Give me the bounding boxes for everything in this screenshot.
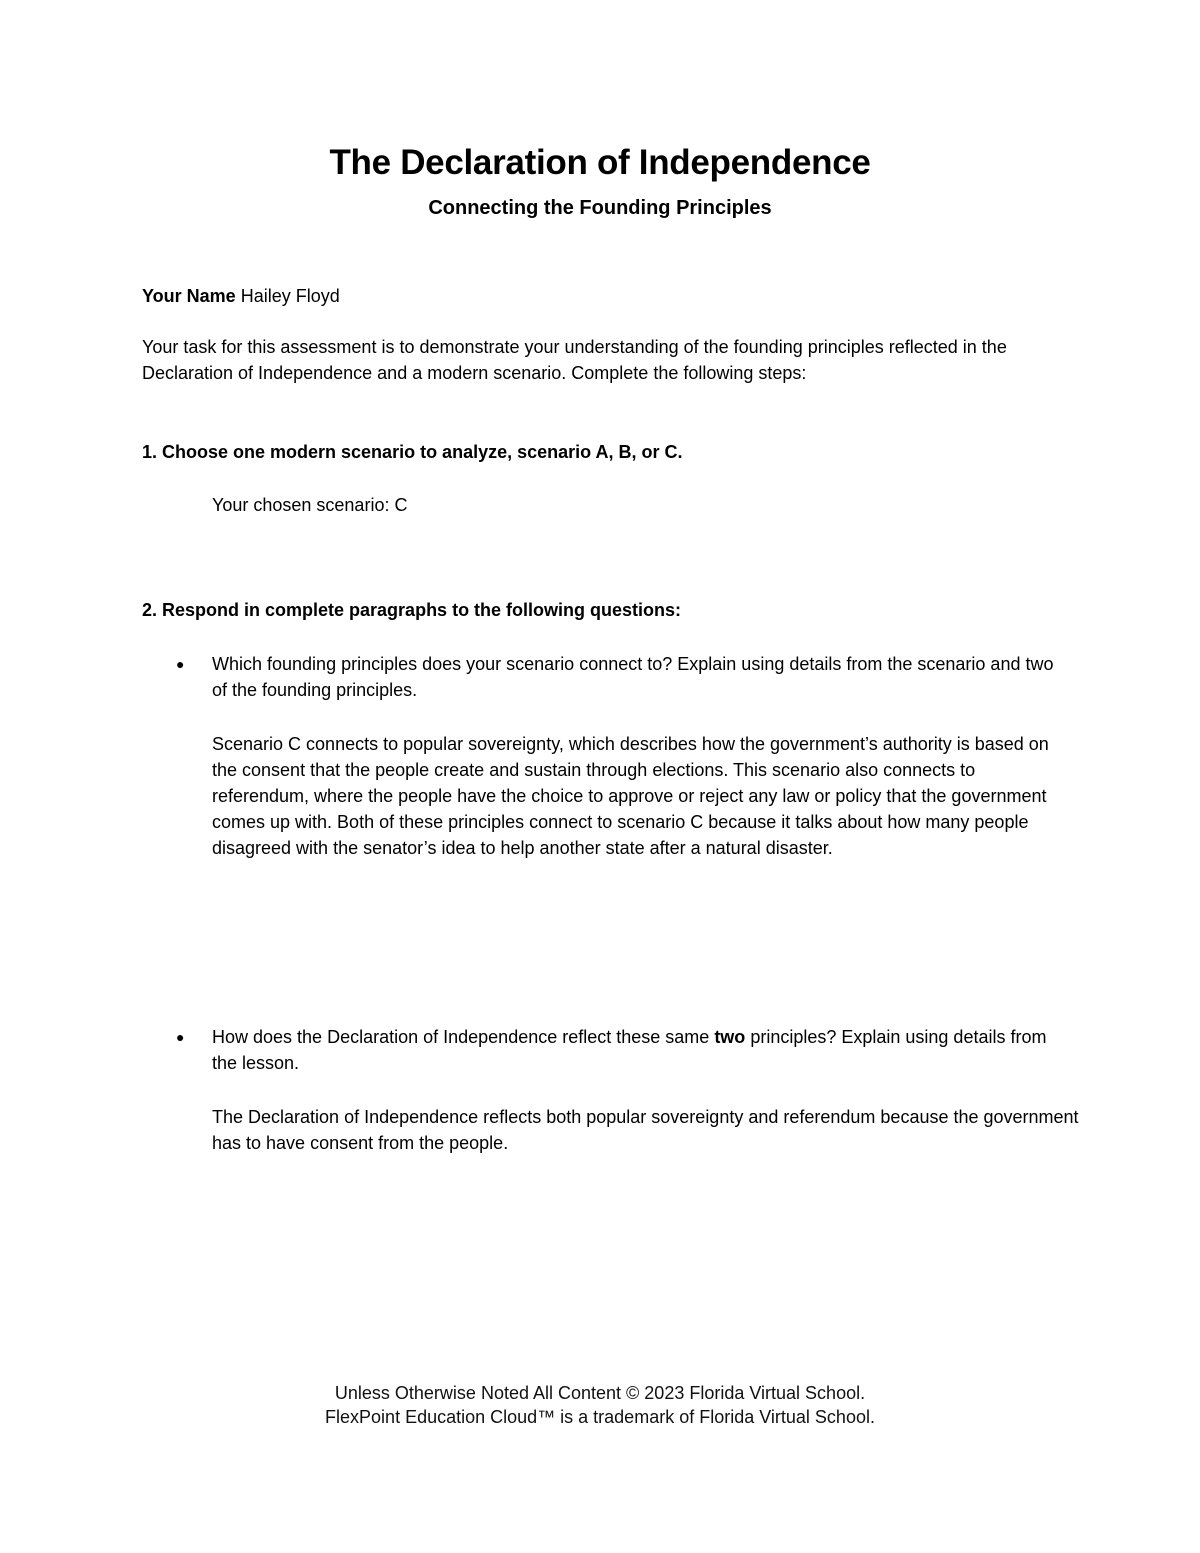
question-2 [212, 1024, 1062, 1076]
page-title: The Declaration of Independence [329, 143, 871, 182]
task-instructions: Your task for this assessment is to demonstrate your understanding of the founding principles reflected in the Declaration of Independence and a modern scenario. Complete the following steps: [142, 337, 1007, 383]
step-2-heading: 2. Respond in complete paragraphs to the following questions: [142, 600, 682, 620]
page-footer [0, 1381, 1200, 1429]
question-2-text-b: principles? Explain using details from the lesson. [212, 1027, 1047, 1073]
step-1-heading: 1. Choose one modern scenario to analyze, scenario A, B, or C. [142, 442, 683, 462]
answer-2: The Declaration of Independence reflects both popular sovereignty and referendum because the government has to have consent from the people. [212, 1107, 1079, 1153]
page-subtitle: Connecting the Founding Principles [428, 197, 772, 219]
footer-trademark: FlexPoint Education Cloud™ is a trademark of Florida Virtual School. [325, 1407, 875, 1427]
question-1: Which founding principles does your scenario connect to? Explain using details from the scenario and two of the founding principles. [212, 654, 1054, 700]
bullet-icon: ● [176, 1029, 185, 1045]
question-2-text-a: How does the Declaration of Independence reflect these same [212, 1027, 715, 1047]
chosen-scenario: Your chosen scenario: C [212, 495, 408, 515]
name-label: Your Name [142, 286, 236, 306]
answer-1: Scenario C connects to popular sovereignty, which describes how the government’s authority is based on the consent that the people create and sustain through elections. This scenario also connects to referendum, where the people have the choice to approve or reject any law or policy that the government comes up with. Both of these principles connect to scenario C because it talks about how many people disagreed with the senator’s idea to help another state after a natural disaster. [212, 734, 1049, 858]
student-name-line [142, 283, 1062, 309]
bullet-icon: ● [176, 656, 185, 672]
footer-copyright: Unless Otherwise Noted All Content © 2023 Florida Virtual School. [334, 1383, 866, 1403]
question-2-emphasis: two [714, 1027, 746, 1047]
name-value: Hailey Floyd [235, 286, 340, 306]
